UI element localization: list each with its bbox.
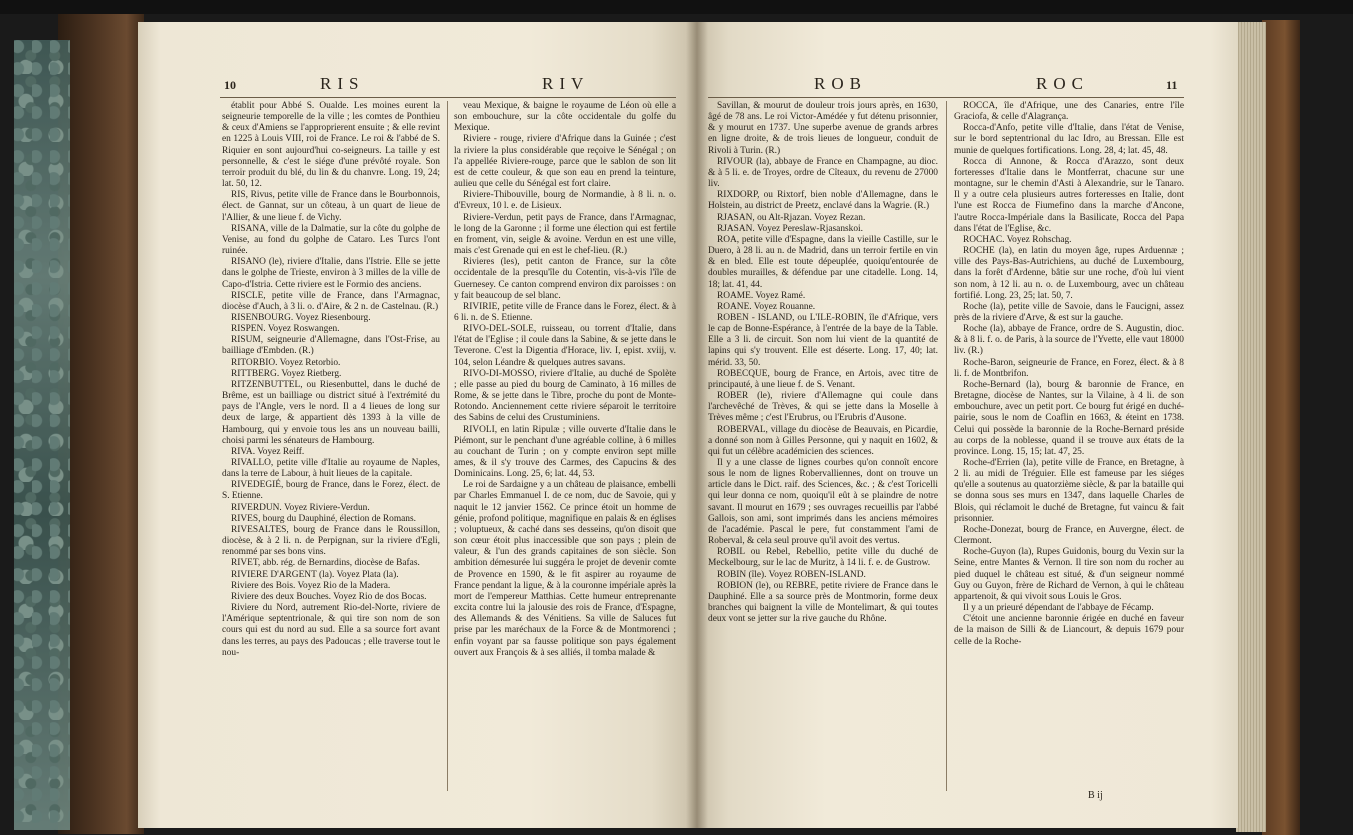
entry-paragraph: RITZENBUTTEL, ou Riesenbuttel, dans le duché de Brême, est un bailliage ou district situé à l'extrémité du pays de l'Angle, vers le nord. Il a 4 lieues de long sur deux de large, & appartient dès 1393 à la ville de Hambourg, qui y envoie tous les ans un nouveau bailli, choisi parmi les sénateurs de Hambourg. — [222, 379, 440, 446]
entry-paragraph: RIVALLO, petite ville d'Italie au royaume de Naples, dans la terre de Labour, à huit lieues de la capitale. — [222, 458, 440, 480]
left-page-column-2 — [454, 101, 676, 801]
entry-paragraph: RIVO-DI-MOSSO, riviere d'Italie, au duché de Spolète ; elle passe au pied du bourg de Caminato, à 16 milles de Rome, & se jette dans le Tibre, proche du pont de Monte-Rotondo. Anciennement cette riviere séparoit le territoire des Sabins de celui des Crustuminiens. — [454, 368, 676, 424]
entry-paragraph: Riviere-Verdun, petit pays de France, dans l'Armagnac, le long de la Garonne ; il forme une élection qui est fertile en froment, vin, seigle & avoine. Verdun en est une ville, mais c'est Grenade qui en est le chef-lieu. (R.) — [454, 212, 676, 257]
entry-paragraph: RIVOUR (la), abbaye de France en Champagne, au dioc. & à 5 li. e. de Troyes, ordre de Cîteaux, du revenu de 27000 liv. — [708, 156, 938, 190]
entry-paragraph: RIXDORP, ou Rixtorf, bien noble d'Allemagne, dans le Holstein, au district de Preetz, enclavé dans la Wagrie. (R.) — [708, 190, 938, 212]
entry-paragraph: Roche-Bernard (la), bourg & baronnie de France, en Bretagne, diocèse de Nantes, sur la Vilaine, à 4 li. de son embouchure, avec un petit port. Ce bourg fut érigé en duché-pairie, sous le nom de Coaflin en 1663, & éteint en 1738. Celui qui possède la baronnie de la Roche-Bernard préside au corps de la noblesse, quand il se trouve aux états de la province. Long. 15, 15; lat. 47, 25. — [954, 379, 1184, 457]
entry-paragraph: RIVOLI, en latin Ripulæ ; ville ouverte d'Italie dans le Piémont, sur le penchant d'une agréable colline, à 6 milles au couchant de Turin ; on y compte environ sept mille ames, & il s'y trouve des Carmes, des Capucins & des Dominicains. Long. 25, 6; lat. 44, 53. — [454, 424, 676, 480]
entry-paragraph: ROBEN - ISLAND, ou L'ILE-ROBIN, île d'Afrique, vers le cap de Bonne-Espérance, à l'entrée de la baye de la Table. Elle a 3 li. de circuit. Son nom lui vient de la quantité de lapins qui s'y trouvent. Elle est déserte. Long. 17, 40; lat. mérid. 33, 50. — [708, 312, 938, 368]
entry-paragraph: RISANA, ville de la Dalmatie, sur la côte du golphe de Venise, au fond du golphe de Cataro. Les Turcs l'ont ruinée. — [222, 223, 440, 257]
entry-paragraph: ROCCA, île d'Afrique, une des Canaries, entre l'île Graciofa, & celle d'Alagrança. — [954, 101, 1184, 123]
entry-paragraph: Roche-Baron, seigneurie de France, en Forez, élect. & à 8 li. f. de Montbrifon. — [954, 357, 1184, 379]
header-rule — [220, 97, 676, 98]
left-cover-binding — [58, 14, 144, 834]
entry-paragraph: RISCLE, petite ville de France, dans l'Armagnac, diocèse d'Auch, à 3 li. o. d'Aire, & 2 n. de Castelnau. (R.) — [222, 290, 440, 312]
entry-paragraph: RISUM, seigneurie d'Allemagne, dans l'Ost-Frise, au bailliage d'Embden. (R.) — [222, 335, 440, 357]
entry-paragraph: Roche-Guyon (la), Rupes Guidonis, bourg du Vexin sur la Seine, entre Mantes & Vernon. Il tire son nom du rocher au pied duquel le château est situé, & d'un seigneur nommé Guy ou Guyon, frère de Richard de Vernon, à qui le château appartenoit, & qui vivoit sous Louis le Gros. — [954, 547, 1184, 602]
entry-paragraph: ROBECQUE, bourg de France, en Artois, avec titre de principauté, à une lieue f. de S. Venant. — [708, 368, 938, 390]
entry-paragraph: RISANO (le), riviere d'Italie, dans l'Istrie. Elle se jette dans le golphe de Trieste, environ à 3 milles de la ville de Capo-d'Istria. Cette riviere est le Formio des anciens. — [222, 257, 440, 290]
entry-paragraph: Rocca di Annone, & Rocca d'Arazzo, sont deux forteresses d'Italie dans le Montferrat, chacune sur une montagne, sur le chemin d'Asti à Alexandrie, sur le Tanaro. Il y a outre cela plusieurs autres forteresses en Italie, dont l'une est Rocca de Fiumefino dans la marche d'Ancone, l'autre Rocca-Impériale dans la Basilicate, Rocca del Papa dans l'état de l'Eglise, &c. — [954, 156, 1184, 234]
entry-paragraph: ROCHAC. Voyez Rohschag. — [963, 234, 1072, 245]
left-page-header — [212, 74, 682, 96]
entry-paragraph: Riviere du Nord, autrement Rio-del-Norte, riviere de l'Amérique septentrionale, & qui tire son nom de son cours qui est du nord au sud. Elle a sa source fort avant dans les terres, au pays des Padoucas ; elle traverse tout le nou- — [222, 603, 440, 658]
entry-paragraph: RITORBIO. Voyez Retorbio. — [231, 357, 341, 368]
running-head-right: ROC — [1036, 74, 1089, 93]
entry-paragraph: ROBER (le), riviere d'Allemagne qui coule dans l'archevêché de Trèves, & qui se jette dans la Moselle à Trèves même ; c'est l'Erubrus, ou l'Erubris d'Ausone. — [708, 391, 938, 424]
entry-paragraph: établit pour Abbé S. Oualde. Les moines eurent la seigneurie temporelle de la ville ; les comtes de Ponthieu & ceux d'Amiens se l'approprierent ensuite ; & elle revint en 1225 à Louis VIII, roi de France. Le roi & l'abbé de S. Riquier en sont aujourd'hui co-seigneurs. La taille y est personnelle, & c'est le siége d'une prévôté royale. Son terroir produit du blé, du lin & du chanvre. Long. 19, 24; lat. 50, 12. — [222, 101, 440, 190]
entry-paragraph: RISENBOURG. Voyez Riesenbourg. — [231, 312, 371, 323]
entry-paragraph: RIVA. Voyez Reiff. — [231, 446, 305, 457]
entry-paragraph: Roche (la), petite ville de Savoie, dans le Faucigni, assez près de la riviere d'Arve, & est sur la gauche. — [954, 301, 1184, 323]
book-gutter — [686, 22, 708, 828]
entry-paragraph: C'étoit une ancienne baronnie érigée en duché en faveur de la maison de Silli & de Liancourt, & depuis 1679 pour celle de la Roche- — [954, 614, 1184, 647]
entry-paragraph: Riviere des Bois. Voyez Rio de la Madera. — [231, 580, 391, 591]
entry-paragraph: veau Mexique, & baigne le royaume de Léon où elle a son embouchure, sur la côte occidentale du golfe du Mexique. — [454, 101, 676, 134]
entry-paragraph: Riviere-Thibouville, bourg de Normandie, à 8 li. n. o. d'Evreux, 10 l. e. de Lisieux. — [454, 190, 676, 212]
entry-paragraph: Riviere des deux Bouches. Voyez Rio de dos Bocas. — [231, 591, 427, 602]
running-head-left: RIS — [320, 74, 365, 93]
left-page-column-1 — [222, 101, 440, 801]
entry-paragraph: Riviere - rouge, riviere d'Afrique dans la Guinée ; c'est la riviere la plus considérable que reçoive le Sénégal ; on l'a appellée Riviere-rouge, parce que le sablon de son lit est de cette couleur, & que son eau en prend la teinture, aulieu que celle du Sénégal est fort claire. — [454, 134, 676, 190]
entry-paragraph: Roche-Donezat, bourg de France, en Auvergne, élect. de Clermont. — [954, 524, 1184, 547]
entry-paragraph: ROCHE (la), en latin du moyen âge, rupes Arduennæ ; ville des Pays-Bas-Autrichiens, au duché de Luxembourg, dans la forêt d'Ardenne, bâtie sur une roche, d'où lui vient son nom, à 12 li. au n. o. de Luxembourg, avec un château fortifié. Long. 23, 25; lat. 50, 7. — [954, 246, 1184, 301]
entry-paragraph: RIVIRIE, petite ville de France dans le Forez, élect. & à 6 li. n. de S. Etienne. — [454, 301, 676, 323]
marbled-endpaper — [14, 40, 70, 830]
running-head-right: RIV — [542, 74, 590, 93]
entry-paragraph: ROBION (le), ou REBRE, petite riviere de France dans le Dauphiné. Elle a sa source près de Montmorin, forme deux branches qui baignent la ville de Montelimart, & qui toutes deux vont se jetter sur la rive gauche du Rhône. — [708, 580, 938, 625]
entry-paragraph: RIVES, bourg du Dauphiné, élection de Romans. — [231, 513, 416, 524]
background-shadow — [0, 0, 1353, 14]
right-page-column-2 — [954, 101, 1184, 791]
entry-paragraph: RJASAN. Voyez Pereslaw-Rjasanskoi. — [717, 223, 863, 234]
entry-paragraph: ROANE. Voyez Rouanne. — [717, 301, 816, 312]
entry-paragraph: ROBERVAL, village du diocèse de Beauvais, en Picardie, a donné son nom à Gilles Personne, qui y naquit en 1602, & qui fut un célèbre académicien des sciences. — [708, 424, 938, 457]
page-number: 11 — [1166, 78, 1178, 92]
entry-paragraph: Il y a une classe de lignes courbes qu'on connoît encore sous le nom de lignes Robervalliennes, dont on trouve un article dans le Dict. raif. des Sciences, &c. ; & c'est Toricelli qui leur donna ce nom, quoiqu'il eût à se plaindre de notre savant. Il mourut en 1679 ; ses ouvrages recueillis par l'abbé Gallois, son ami, sont imprimés dans les anciens mémoires de l'académie. Pascal le pere, fut constamment l'ami de Roberval, & cela seul prouve qu'il avoit des vertus. — [708, 458, 938, 547]
page-edges — [1236, 22, 1266, 832]
entry-paragraph: ROAME. Voyez Ramé. — [717, 290, 806, 301]
entry-paragraph: ROBIL ou Rebel, Rebellio, petite ville du duché de Meckelbourg, sur le lac de Muritz, à 14 li. f. e. de Gustrow. — [708, 547, 938, 569]
entry-paragraph: RITTBERG. Voyez Rietberg. — [231, 368, 342, 379]
entry-paragraph: RISPEN. Voyez Roswangen. — [231, 324, 340, 335]
entry-paragraph: Roche-d'Errien (la), petite ville de France, en Bretagne, à 2 li. au midi de Tréguier. Elle est fameuse par les siéges qu'elle a soutenus au quatorzième siècle, & par la bataille qui se donna sous ses murs en 1347, dans laquelle Charles de Blois, qui réclamoit le duché de Bretagne, fut vaincu & fait prisonnier. — [954, 458, 1184, 524]
page-number: 10 — [224, 78, 236, 92]
entry-paragraph: RJASAN, ou Alt-Rjazan. Voyez Rezan. — [717, 212, 866, 223]
entry-paragraph: RIVIERE D'ARGENT (la). Voyez Plata (la). — [231, 569, 399, 580]
entry-paragraph: Il y a un prieuré dépendant de l'abbaye de Fécamp. — [963, 603, 1154, 614]
entry-paragraph: Rocca-d'Anfo, petite ville d'Italie, dans l'état de Venise, sur le bord septentrional du lac Idro, au Bressan. Elle est munie de quelques fortifications. Long. 28, 4; lat. 45, 48. — [954, 123, 1184, 156]
column-rule — [447, 101, 448, 791]
right-page-column-1 — [708, 101, 938, 801]
right-cover-binding — [1262, 20, 1300, 835]
right-page-header — [706, 74, 1196, 96]
entry-paragraph: RIVERDUN. Voyez Riviere-Verdun. — [231, 502, 370, 513]
entry-paragraph: RIVEDEGIÉ, bourg de France, dans le Forez, élect. de S. Etienne. — [222, 480, 440, 502]
entry-paragraph: Roche (la), abbaye de France, ordre de S. Augustin, dioc. & à 8 li. f. o. de Paris, à la source de l'Yvette, elle vaut 18000 liv. (R.) — [954, 324, 1184, 357]
entry-paragraph: RIS, Rivus, petite ville de France dans le Bourbonnois, élect. de Gannat, sur un côteau, à un quart de lieue de l'Allier, & une lieue f. de Vichy. — [222, 190, 440, 223]
entry-paragraph: ROA, petite ville d'Espagne, dans la vieille Castille, sur le Duero, à 28 li. au n. de Madrid, dans un terroir fertile en vin & en bled. Elle est toute dépeuplée, quoiqu'entourée de doubles murailles, & défendue par une citadelle. Long. 14, 18; lat. 41, 44. — [708, 234, 938, 290]
entry-paragraph: ROBIN (île). Voyez ROBEN-ISLAND. — [717, 569, 866, 580]
entry-paragraph: RIVET, abb. rég. de Bernardins, diocèse de Bafas. — [231, 558, 420, 569]
running-head-left: ROB — [814, 74, 867, 93]
entry-paragraph: Rivieres (les), petit canton de France, sur la côte occidentale de la presqu'île du Cotentin, vis-à-vis l'île de Guernesey. Ce canton comprend environ dix paroisses : on y fait beaucoup de sel blanc. — [454, 257, 676, 301]
entry-paragraph: RIVO-DEL-SOLE, ruisseau, ou torrent d'Italie, dans l'état de l'Eglise ; il coule dans la Sabine, & se jette dans le Teverone. C'est la Digentia d'Horace, liv. I, epist. xviij, v. 104, selon Léandre & quelques autres savans. — [454, 324, 676, 368]
entry-paragraph: RIVESALTES, bourg de France dans le Roussillon, diocèse, & à 2 li. n. de Perpignan, sur la riviere d'Egli, renommé par ses bons vins. — [222, 524, 440, 558]
signature-mark: B ij — [1088, 790, 1103, 801]
header-rule — [708, 97, 1184, 98]
entry-paragraph: Savillan, & mourut de douleur trois jours après, en 1630, âgé de 78 ans. Le roi Victor-Amédée y fut détenu prisonnier, & y mourut en 1737. Une superbe avenue de grands arbres en ligne droite, & de trois lieues de longueur, conduit de Rivoli à Turin. (R.) — [708, 101, 938, 156]
column-rule — [946, 101, 947, 791]
entry-paragraph: Le roi de Sardaigne y a un château de plaisance, embelli par Charles Emmanuel I. de ce nom, duc de Savoie, qui y naquit le 12 janvier 1562. Ce prince étoit un homme de génie, profond politique, magnifique en palais & en églises ; voluptueux, & caché dans ses desseins, qu'on disoit que son cœur étoit plus inaccessible que son pays ; plein de valeur, & l'un des grands capitaines de son siècle. Son ambition démesurée lui suggéra le projet de devenir comte de Provence en 1590, & le fit aspirer au royaume de France pendant la ligue, & à la couronne impériale après la mort de l'empereur Matthias. Cette humeur entreprenante excita contre lui la jalousie des rois de France, d'Espagne, des Allemands & des Vénitiens. Sa ville de Saluces fut prise par les maréchaux de la Force & de Montmorenci ; enfin voyant par sa fausse politique son pays également ouvert aux François & à ses alliés, il tomba malade & — [454, 480, 676, 658]
